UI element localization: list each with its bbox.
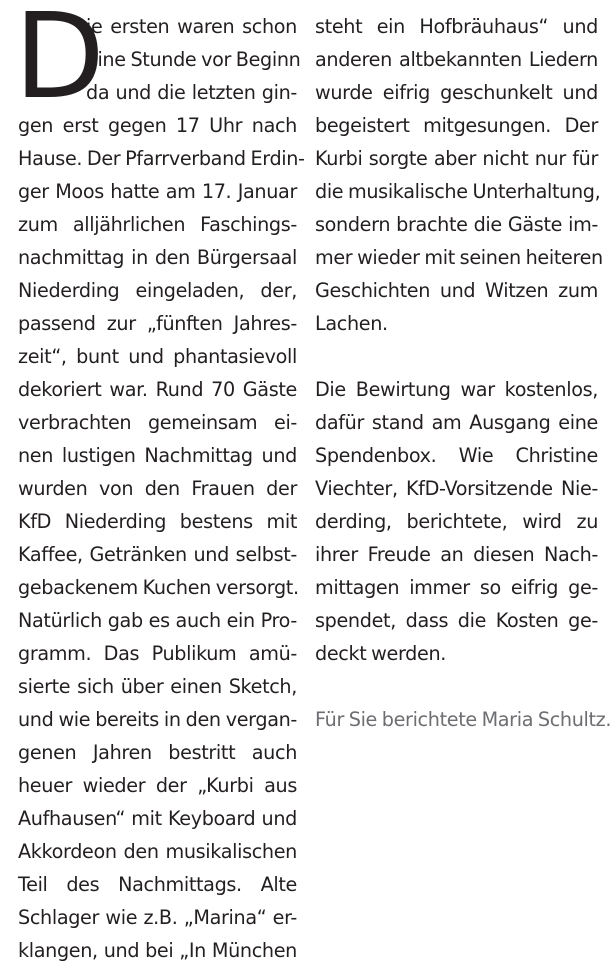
text-line: Akkordeon den musikalischen <box>18 840 297 863</box>
right-column <box>315 10 612 736</box>
text-line: ie ersten waren schon <box>86 15 297 38</box>
text-line: Kurbi sorgte aber nicht nur für <box>315 147 598 170</box>
left-column <box>18 10 305 967</box>
text-line: dafür stand am Ausgang eine <box>315 411 598 434</box>
text-line: verbrachten gemeinsam ei- <box>18 411 297 434</box>
text-line: passend zur „fünften Jahres- <box>18 312 297 335</box>
text-line: die musikalische Unterhaltung, <box>315 180 601 203</box>
text-line: KfD Niederding bestens mit <box>18 510 297 533</box>
text-line: Teil des Nachmittags. Alte <box>18 873 297 896</box>
text-line: genen Jahren bestritt auch <box>18 741 297 764</box>
text-line: wurden von den Frauen der <box>18 477 297 500</box>
text-line: gramm. Das Publikum amü- <box>18 642 297 665</box>
text-line: Viechter, KfD-Vorsitzende Nie- <box>315 477 598 500</box>
text-line: Geschichten und Witzen zum <box>315 279 598 302</box>
text-line: steht ein Hofbräuhaus“ und <box>315 15 598 38</box>
text-line: Niederding eingeladen, der, <box>18 279 297 302</box>
text-line: deckt werden. <box>315 642 447 665</box>
text-line: gen erst gegen 17 Uhr nach <box>18 114 297 137</box>
text-line: dekoriert war. Rund 70 Gäste <box>18 378 297 401</box>
paragraph-bewirtung <box>315 373 598 670</box>
text-line: gebackenem Kuchen versorgt. <box>18 576 299 599</box>
text-line: derding, berichtete, wird zu <box>315 510 598 533</box>
text-line: zum alljährlichen Faschings- <box>18 213 297 236</box>
text-line: wurde eifrig geschunkelt und <box>315 81 598 104</box>
paragraph-gap <box>315 340 598 373</box>
paragraph-gap <box>315 670 598 703</box>
text-line: Spendenbox. Wie Christine <box>315 444 598 467</box>
paragraph-hofbraeuhaus <box>315 10 603 340</box>
drop-cap: D <box>14 0 101 125</box>
text-line: mittagen immer so eifrig ge- <box>315 576 598 599</box>
text-line: Die Bewirtung war kostenlos, <box>315 378 598 401</box>
text-line: heuer wieder der „Kurbi aus <box>18 774 297 797</box>
text-line: nachmittag in den Bürgersaal <box>18 246 297 269</box>
text-line: und wie bereits in den vergan- <box>18 708 297 731</box>
text-line: sierte sich über einen Sketch, <box>18 675 297 698</box>
text-line: ger Moos hatte am 17. Januar <box>18 180 297 203</box>
text-line: nen lustigen Nachmittag und <box>18 444 297 467</box>
text-line: Kaffee, Getränken und selbst- <box>18 543 297 566</box>
text-line: Lachen. <box>315 312 388 335</box>
text-line: spendet, dass die Kosten ge- <box>315 609 598 632</box>
text-line: da und die letzten gin- <box>86 81 297 104</box>
author-byline: Für Sie berichtete Maria Schultz. <box>315 708 612 731</box>
text-line: Natürlich gab es auch ein Pro- <box>18 609 297 632</box>
text-line: Aufhausen“ mit Keyboard und <box>18 807 297 830</box>
text-line: eine Stunde vor Beginn <box>86 48 301 71</box>
text-line: Hause. Der Pfarrverband Erdin- <box>18 147 305 170</box>
text-line: klangen, und bei „In München <box>18 939 297 962</box>
text-line: ihrer Freude an diesen Nach- <box>315 543 598 566</box>
text-line: anderen altbekannten Liedern <box>315 48 598 71</box>
text-line: begeistert mitgesungen. Der <box>315 114 598 137</box>
text-line: zeit“, bunt und phantasievoll <box>18 345 297 368</box>
text-line: Schlager wie z.B. „Marina“ er- <box>18 906 297 929</box>
text-line: sondern brachte die Gäste im- <box>315 213 598 236</box>
text-line: mer wieder mit seinen heiteren <box>315 246 603 269</box>
